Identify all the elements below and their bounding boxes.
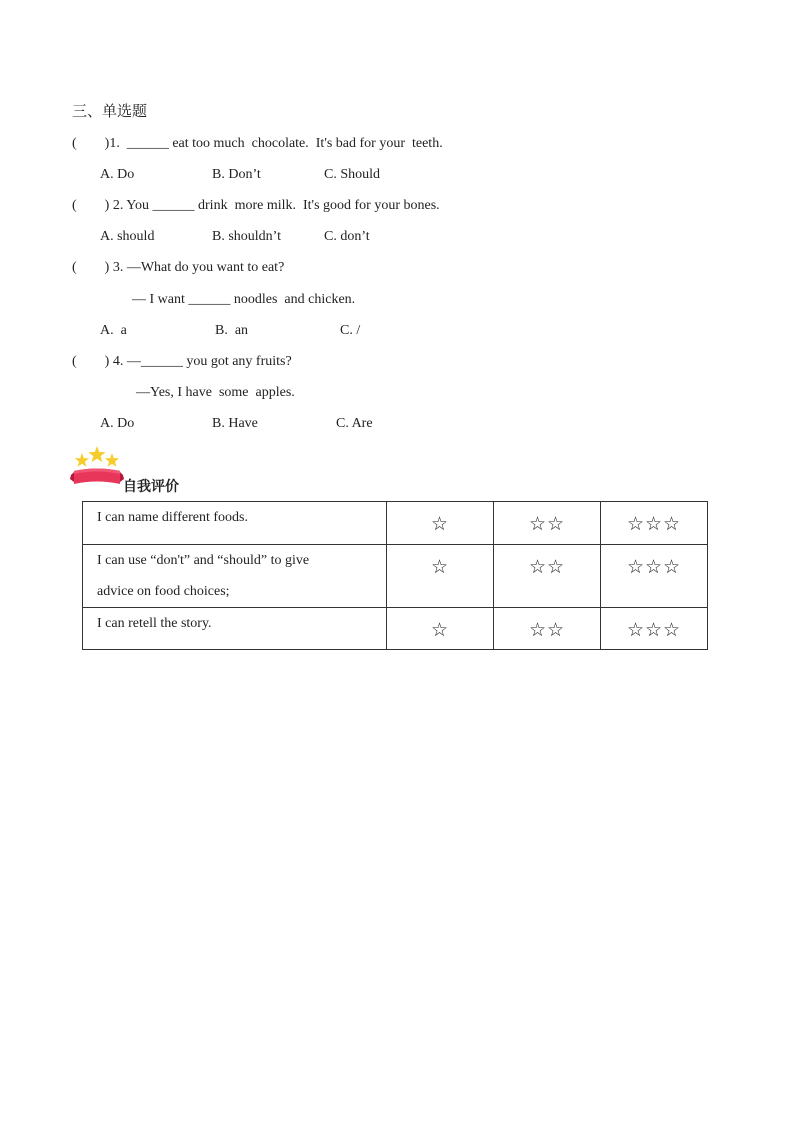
star-icon: ☆☆☆	[626, 556, 682, 578]
self-evaluation-table	[82, 501, 708, 650]
star-ribbon-badge-icon	[70, 444, 124, 494]
statement-text: I can retell the story.	[97, 616, 212, 631]
rating-one-star	[387, 502, 494, 545]
question-3-option-a: A. a	[100, 323, 127, 338]
rating-three-stars	[601, 608, 708, 650]
question-1-stem: ( )1. ______ eat too much chocolate. It's bad for your teeth.	[72, 136, 443, 151]
table-row	[83, 502, 708, 545]
question-3-option-b: B. an	[215, 323, 249, 338]
can-do-statement	[83, 545, 387, 608]
statement-text-line-2: advice on food choices;	[97, 584, 230, 599]
rating-one-star	[387, 545, 494, 608]
rating-three-stars	[601, 545, 708, 608]
question-4-reply: —Yes, I have some apples.	[136, 385, 295, 400]
question-2-option-b: B. shouldn’t	[212, 229, 281, 244]
table-row	[83, 545, 708, 608]
question-1-option-b: B. Don’t	[212, 167, 261, 182]
question-3-reply: — I want ______ noodles and chicken.	[132, 292, 356, 307]
question-2-option-c: C. don’t	[324, 229, 370, 244]
can-do-statement	[83, 608, 387, 650]
section-title: 三、单选题	[72, 102, 148, 120]
star-icon: ☆☆☆	[626, 619, 682, 641]
self-evaluation-title: 自我评价	[123, 479, 179, 495]
question-4-option-a: A. Do	[100, 416, 135, 431]
rating-one-star	[387, 608, 494, 650]
question-2-stem: ( ) 2. You ______ drink more milk. It's good for your bones.	[72, 198, 440, 213]
star-icon: ☆☆☆	[626, 513, 682, 535]
question-3-option-c: C. /	[340, 323, 361, 338]
question-3-stem: ( ) 3. —What do you want to eat?	[72, 260, 285, 275]
rating-two-stars	[494, 545, 601, 608]
rating-two-stars	[494, 502, 601, 545]
question-1-option-c: C. Should	[324, 167, 381, 182]
rating-three-stars	[601, 502, 708, 545]
star-icon: ☆	[430, 619, 450, 641]
question-2-option-a: A. should	[100, 229, 155, 244]
question-4-option-c: C. Are	[336, 416, 373, 431]
question-4-stem: ( ) 4. —______ you got any fruits?	[72, 354, 292, 369]
statement-text: I can name different foods.	[97, 510, 248, 525]
star-icon: ☆☆	[528, 619, 566, 641]
can-do-statement	[83, 502, 387, 545]
question-4-option-b: B. Have	[212, 416, 258, 431]
star-icon: ☆	[430, 513, 450, 535]
star-icon: ☆	[430, 556, 450, 578]
star-icon: ☆☆	[528, 556, 566, 578]
table-row	[83, 608, 708, 650]
rating-two-stars	[494, 608, 601, 650]
statement-text-line-1: I can use “don't” and “should” to give	[97, 553, 310, 568]
star-icon: ☆☆	[528, 513, 566, 535]
question-1-option-a: A. Do	[100, 167, 135, 182]
